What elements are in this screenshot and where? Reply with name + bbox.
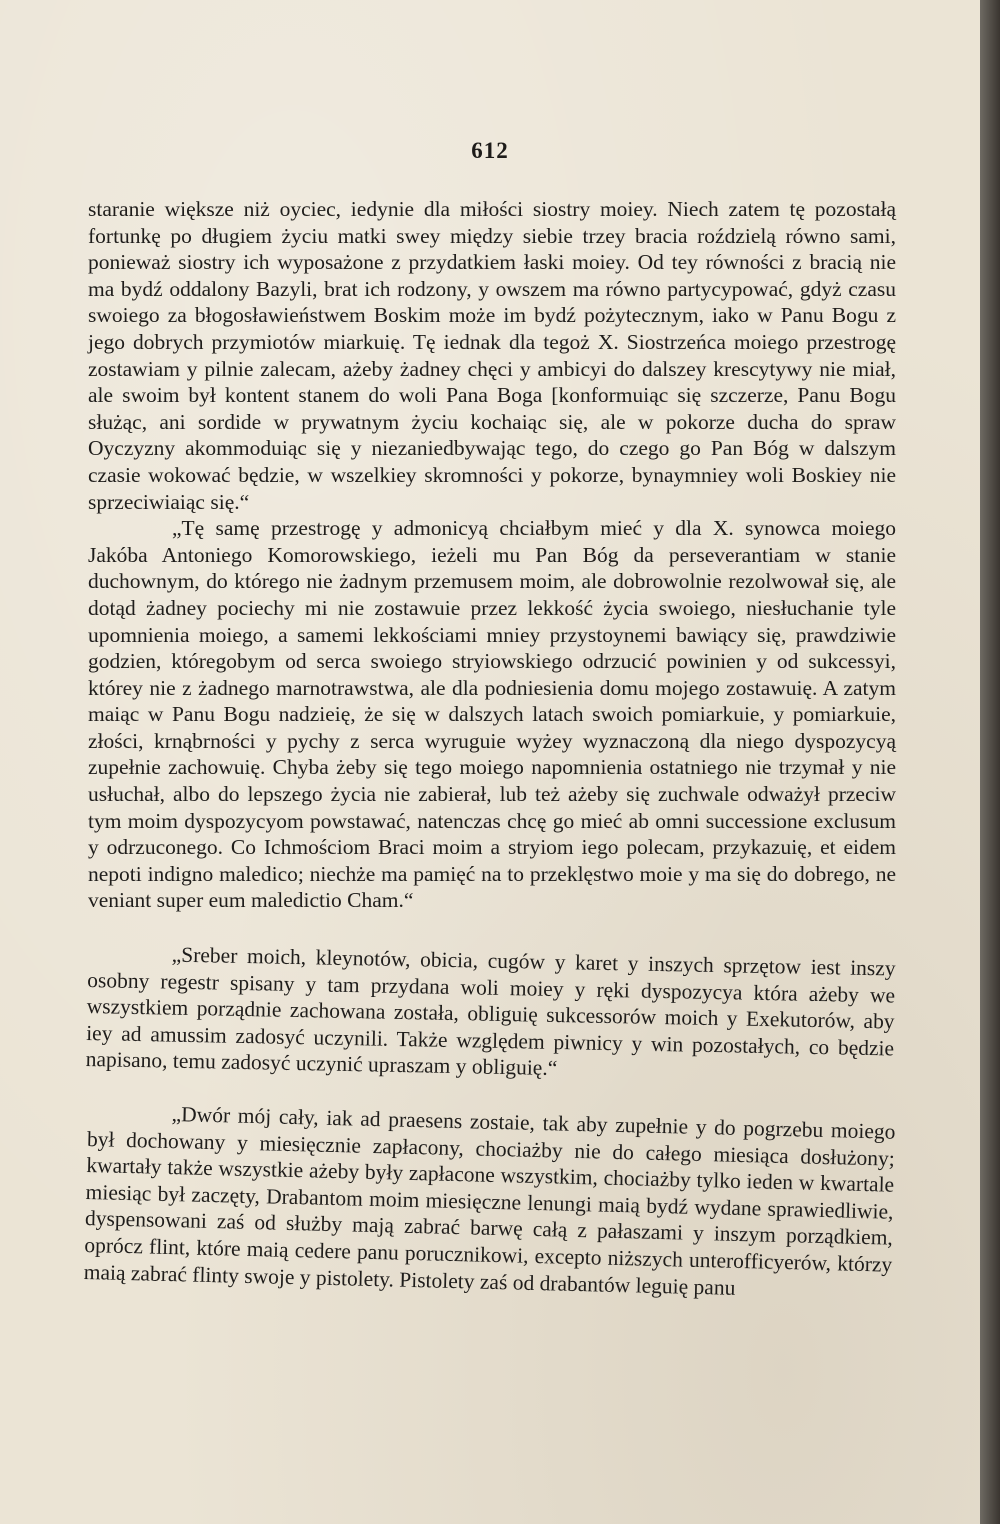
paragraph-gap [88, 914, 896, 940]
page-edge-shadow [980, 0, 1000, 1524]
page-number: 612 [471, 138, 509, 163]
paragraph-3: „Sreber moich, kleynotów, obicia, cugów y karet y inszych sprzętow iest inszy osobny regestr spisany y tam przydana woli moiey y ręki dyspozycya która ażeby we wszystkiem porządnie zachowana została, obliguię sukcessorów moich y Exekutorów, aby iey ad amussim zadosyć uczynili. Także względem piwnicy y win pozostałych, co będzie napisano, temu zadosyć uczynić upraszam y obliguię.“ [85, 942, 896, 1081]
page-text [83, 196, 896, 1300]
paragraph-4: „Dwór mój cały, iak ad praesens zostaie, tak aby zupełnie y do pogrzebu moiego był dochowany y miesięcznie zapłacony, chociażby nie do całego miesiąca dosłużony; kwartały także wszystkie ażeby były zapłacone wszystkim, chociażby tylko ieden w kwartale miesiąc był zaczęty, Drabantom moim miesięczne lenungi maią bydź wydane sprawiedliwie, dyspensowani zaś od służby mają zabrać barwę całą z pałaszami y inszym porządkiem, oprócz flint, które maią cedere panu porucznikowi, excepto niższych unterofficyerów, którzy maią zabrać flinty swoje y pistolety. Pistolety zaś od drabantów leguię panu [83, 1102, 896, 1300]
paragraph-2: „Tę samę przestrogę y admonicyą chciałbym mieć y dla X. synowca moiego Jakóba Antoniego Komorowskiego, ieżeli mu Pan Bóg da perseverantiam w stanie duchownym, do którego nie żadnym przemusem moim, ale dobrowolnie rezolwował się, ale dotąd żadney pociechy mi nie zostawuie przez lekkość życia swoiego, niesłuchanie tyle upomnienia moiego, a samemi lekkościami mniey przystoynemi bawiący się, prawdziwie godzien, któregobym od serca swoiego stryiowskiego odrzucić powinien y od sukcessyi, którey nie z żadnego marnotrawstwa, ale dla podniesienia domu mojego zostawuię. A zatym maiąc w Panu Bogu nadzieię, że się w dalszych latach swoich pomiarkuie, y pomiarkuie, złości, krnąbrności y pychy z serca wyruguie wyżey wyznaczoną dla niego dyspozycyą zupełnie zachowuię. Chyba żeby się tego moiego napomnienia ostatniego nie trzymał y nie usłuchał, albo do lepszego życia nie zabierał, lub też ażeby się zuchwale odważył przeciw tym moim dyspozycyom powstawać, natenczas chcę go mieć ab omni successione exclusum y odrzuconego. Co Ichmościom Braci moim a stryiom iego polecam, przykazuię, et eidem nepoti indigno maledico; niechże ma pamięć na to przeklęstwo moie y ma się do dobrego, ne veniant super eum maledictio Cham.“ [88, 516, 896, 913]
paragraph-1: staranie większe niż oyciec, iedynie dla miłości siostry moiey. Niech zatem tę pozostałą fortunkę po długiem życiu matki swey między siebie trzey bracia roździelą równo sami, ponieważ siostry ich wyposażone z przydatkiem łaski moiey. Od tey równości z bracią nie ma bydź oddalony Bazyli, brat ich rodzony, y owszem ma równo partycypować, gdyż czasu swoiego za błogosławieństwem Boskim może im bydź pożytecznym, iako w Panu Bogu z jego dobrych przymiotów miarkuię. Tę iednak dla tegoż X. Siostrzeńca moiego przestrogę zostawiam y pilnie zalecam, ażeby żadney chęci y ambicyi do dalszey krescytywy nie miał, ale swoim był kontent stanem do woli Pana Boga [konformuiąc się szczerze, Panu Bogu służąc, ani sordide w prywatnym życiu kochaiąc się, ale w pokorze ducha do spraw Oyczyzny akommoduiąc się y niezaniedbywając tego, do czego go Pan Bóg w dalszym czasie wokować będzie, w wszelkiey skromności y pokorze, bynaymniey woli Boskiey nie sprzeciwiaiąc się.“ [88, 197, 896, 514]
